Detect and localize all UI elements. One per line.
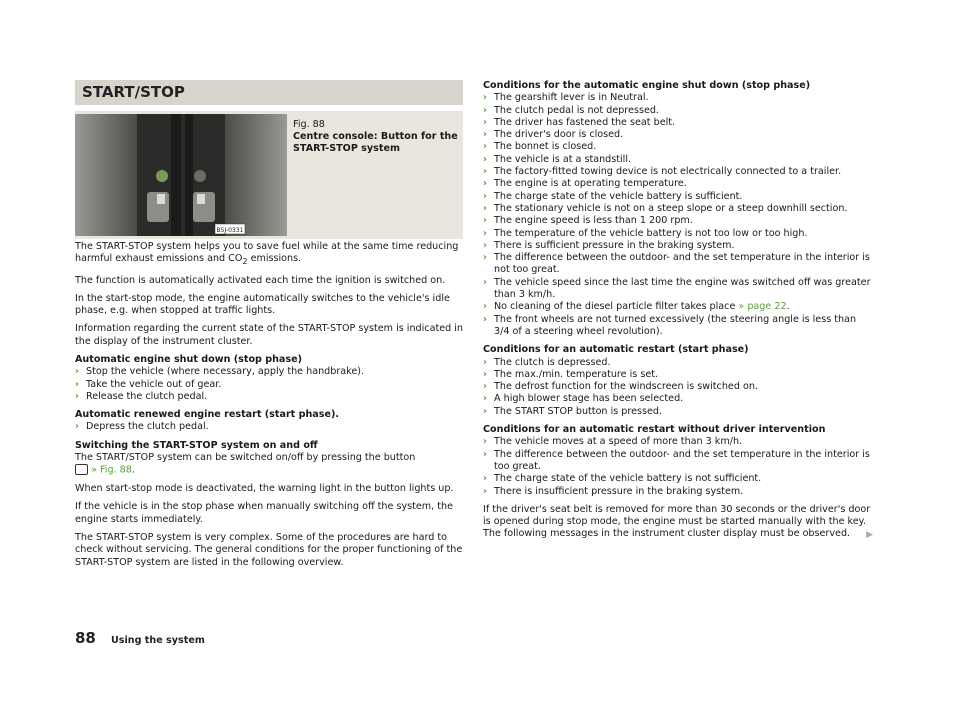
list-item: › The front wheels are not turned excessively (the steering angle is less than 3/4 of a steering wheel revolution).: [483, 313, 857, 337]
list-item: › A high blower stage has been selected.: [483, 393, 684, 405]
final-paragraph: If the driver's seat belt is removed for more than 30 seconds or the driver's door is opened during stop mode, the engine must be started manually with the key. The following messages in the instrument cluster display must be observed. ▶: [483, 503, 873, 541]
figure-photo: [75, 114, 287, 236]
list-item: › The engine speed is less than 1 200 rpm.: [483, 215, 693, 227]
chevron-right-icon: ›: [483, 227, 487, 239]
paragraph-7: The START-STOP system is very complex. Some of the procedures are hard to check without servicing. The general conditions for the proper functioning of the START-STOP system are listed in the following overview.: [75, 532, 463, 568]
left-column: [75, 80, 463, 239]
list-item: › Take the vehicle out of gear.: [75, 378, 222, 390]
paragraph-5: When start-stop mode is deactivated, the warning light in the button lights up.: [75, 483, 454, 495]
paragraph-6: If the vehicle is in the stop phase when manually switching off the system, the engine starts immediately.: [75, 501, 453, 525]
heading-conditions-stop: Conditions for the automatic engine shut down (stop phase): [483, 80, 811, 91]
stop-list: [75, 366, 465, 403]
list-item: › The vehicle is at a standstill.: [483, 153, 632, 165]
chevron-right-icon: ›: [483, 485, 487, 497]
list-item: › The factory-fitted towing device is not electrically connected to a trailer.: [483, 166, 842, 178]
chevron-right-icon: ›: [483, 178, 487, 190]
list-item: › The clutch pedal is not depressed.: [483, 104, 659, 116]
paragraph-3: In the start-stop mode, the engine automatically switches to the vehicle's idle phase, e.g. when stopped at traffic lights.: [75, 292, 450, 317]
list-item: › The defrost function for the windscreen is switched on.: [483, 381, 758, 393]
fig-link[interactable]: » Fig. 88: [91, 464, 132, 476]
right-column: [483, 80, 873, 547]
chevron-right-icon: ›: [483, 313, 487, 325]
intro-text-end: emissions.: [247, 253, 302, 265]
co2-subscript: 2: [242, 257, 248, 267]
list-item: › The engine is at operating temperature.: [483, 178, 687, 190]
list-item: › The vehicle moves at a speed of more than 3 km/h.: [483, 436, 743, 448]
list-item: › No cleaning of the diesel particle filter takes place » page 22.: [483, 301, 790, 313]
chevron-right-icon: ›: [483, 166, 487, 178]
left-body: [75, 241, 465, 575]
chevron-right-icon: ›: [483, 368, 487, 380]
conditions-start-list: [483, 357, 873, 418]
chevron-right-icon: ›: [483, 190, 487, 202]
chevron-right-icon: ›: [483, 116, 487, 128]
chevron-right-icon: ›: [483, 473, 487, 485]
chevron-right-icon: ›: [75, 378, 79, 390]
paragraph-2: The function is automatically activated each time the ignition is switched on.: [75, 274, 446, 286]
chevron-right-icon: ›: [483, 405, 487, 417]
chevron-right-icon: ›: [483, 215, 487, 227]
image-code: B5J-0331: [216, 227, 244, 234]
list-item: › Stop the vehicle (where necessary, apply the handbrake).: [75, 366, 365, 378]
list-item: › The gearshift lever is in Neutral.: [483, 92, 649, 104]
chevron-right-icon: ›: [483, 104, 487, 116]
switch-paragraph: The START/STOP system can be switched on/off by pressing the button » Fig. 88.: [75, 452, 416, 476]
heading-switch: Switching the START-STOP system on and off: [75, 439, 318, 451]
figure-caption: [293, 119, 463, 155]
list-item: › The vehicle speed since the last time the engine was switched off was greater than 3 km/h.: [483, 276, 871, 301]
list-item: › The charge state of the vehicle battery is sufficient.: [483, 190, 743, 202]
list-item: › The bonnet is closed.: [483, 141, 597, 153]
chevron-right-icon: ›: [483, 436, 487, 448]
section-title: START/STOP: [75, 80, 463, 105]
chevron-right-icon: ›: [75, 390, 79, 402]
continue-arrow-icon: ▶: [866, 530, 873, 541]
list-item: › There is sufficient pressure in the braking system.: [483, 239, 735, 251]
list-item: › Release the clutch pedal.: [75, 390, 208, 402]
page-link[interactable]: » page 22: [738, 301, 787, 313]
chevron-right-icon: ›: [483, 202, 487, 214]
list-item: › The START STOP button is pressed.: [483, 405, 663, 417]
list-item: › The charge state of the vehicle battery is not sufficient.: [483, 473, 762, 485]
conditions-stop-list: [483, 92, 873, 338]
conditions-no-driver-list: [483, 436, 873, 497]
list-item: › Depress the clutch pedal.: [75, 421, 209, 433]
centre-console-photo: [75, 114, 287, 236]
chevron-right-icon: ›: [483, 448, 487, 460]
chevron-right-icon: ›: [483, 129, 487, 141]
restart-list: [75, 421, 465, 433]
heading-restart: Automatic renewed engine restart (start phase).: [75, 409, 340, 421]
figure-number: Fig. 88: [293, 119, 325, 130]
chevron-right-icon: ›: [75, 366, 79, 378]
chevron-right-icon: ›: [483, 393, 487, 405]
chevron-right-icon: ›: [483, 141, 487, 153]
chevron-right-icon: ›: [483, 92, 487, 104]
footer-section: Using the system: [110, 635, 205, 646]
figure: [75, 111, 463, 239]
list-item: › The max./min. temperature is set.: [483, 368, 659, 380]
list-item: › The difference between the outdoor- and the set temperature in the interior is too great.: [483, 448, 870, 472]
paragraph-4: Information regarding the current state of the START-STOP system is indicated in the display of the instrument cluster.: [75, 323, 463, 347]
chevron-right-icon: ›: [483, 252, 487, 264]
heading-conditions-no-driver: Conditions for an automatic restart without driver intervention: [483, 424, 826, 436]
list-item: › The driver has fastened the seat belt.: [483, 116, 676, 128]
heading-conditions-start: Conditions for an automatic restart (start phase): [483, 344, 749, 356]
page-footer: [75, 628, 205, 647]
start-stop-button-icon: [75, 464, 88, 475]
chevron-right-icon: ›: [75, 421, 79, 433]
chevron-right-icon: ›: [483, 381, 487, 393]
chevron-right-icon: ›: [483, 301, 487, 313]
list-item: › The temperature of the vehicle battery is not too low or too high.: [483, 227, 808, 239]
chevron-right-icon: ›: [483, 356, 487, 368]
list-item: › The clutch is depressed.: [483, 356, 611, 368]
list-item: › The difference between the outdoor- and the set temperature in the interior is not too great.: [483, 252, 870, 276]
list-item: › The driver's door is closed.: [483, 129, 624, 141]
intro-text: The START-STOP system helps you to save fuel while at the same time reducing harmful exhaust emissions and CO: [75, 241, 459, 265]
intro-paragraph: [75, 241, 465, 269]
heading-stop-phase: Automatic engine shut down (stop phase): [75, 353, 303, 365]
list-item: › The stationary vehicle is not on a steep slope or a steep downhill section.: [483, 202, 848, 214]
page-number: 88: [75, 629, 96, 647]
chevron-right-icon: ›: [483, 239, 487, 251]
chevron-right-icon: ›: [483, 276, 487, 288]
list-item: › There is insufficient pressure in the braking system.: [483, 485, 744, 497]
figure-caption-text: Centre console: Button for the START-STOP system: [293, 131, 458, 154]
chevron-right-icon: ›: [483, 153, 487, 165]
